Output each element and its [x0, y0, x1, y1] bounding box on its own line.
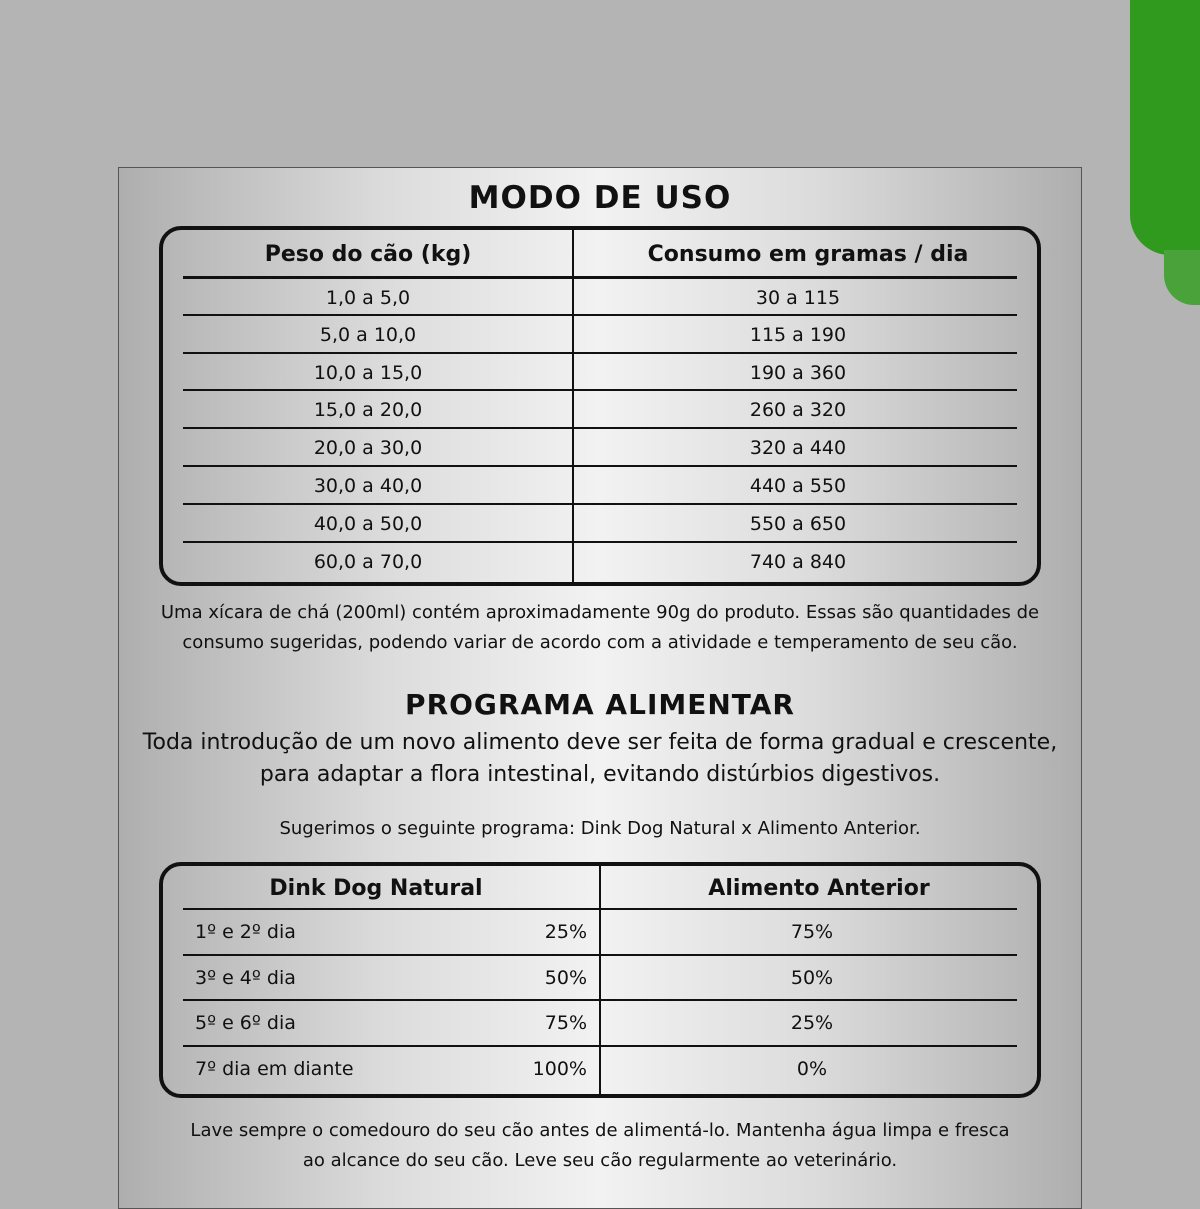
weight-cell: 20,0 a 30,0	[313, 437, 423, 460]
feeding-row	[183, 352, 1017, 392]
weight-cell: 15,0 a 20,0	[313, 399, 423, 422]
day-cell: 1º e 2º dia	[195, 921, 296, 943]
grams-cell: 115 a 190	[749, 323, 847, 346]
programa-title: PROGRAMA ALIMENTAR	[405, 688, 795, 721]
green-side-tab-lower	[1164, 250, 1200, 305]
feeding-row	[183, 465, 1017, 505]
grams-cell: 550 a 650	[749, 512, 847, 535]
header-consumption: Consumo em gramas / dia	[647, 242, 969, 267]
previous-food-percent: 0%	[796, 1057, 828, 1080]
weight-cell: 60,0 a 70,0	[313, 550, 423, 573]
program-row	[183, 1045, 1017, 1091]
previous-food-percent: 50%	[790, 966, 834, 989]
grams-cell: 30 a 115	[755, 287, 841, 309]
program-table	[159, 862, 1041, 1098]
green-side-tab	[1130, 0, 1200, 255]
feeding-row	[183, 503, 1017, 543]
grams-cell: 260 a 320	[749, 399, 847, 422]
header-weight: Peso do cão (kg)	[264, 242, 472, 267]
day-cell: 5º e 6º dia	[195, 1012, 296, 1034]
header-dink-dog: Dink Dog Natural	[269, 876, 483, 901]
modo-de-uso-title: MODO DE USO	[468, 180, 732, 216]
previous-food-percent: 75%	[790, 921, 834, 943]
weight-cell: 5,0 a 10,0	[319, 323, 417, 346]
programa-intro-line2: para adaptar a flora intestinal, evitando distúrbios digestivos.	[259, 762, 941, 787]
cup-note-line2: consumo sugeridas, podendo variar de acordo com a atividade e temperamento de seu cão.	[182, 632, 1018, 653]
grams-cell: 740 a 840	[749, 550, 847, 573]
footer-line1: Lave sempre o comedouro do seu cão antes de alimentá-lo. Mantenha água limpa e fresca	[190, 1120, 1010, 1141]
feeding-row	[183, 314, 1017, 354]
feeding-row	[183, 427, 1017, 467]
program-row	[183, 999, 1017, 1045]
weight-cell: 1,0 a 5,0	[325, 287, 411, 309]
dink-dog-percent: 25%	[544, 921, 587, 943]
programa-suggestion: Sugerimos o seguinte programa: Dink Dog Natural x Alimento Anterior.	[279, 818, 921, 839]
label-panel	[118, 167, 1082, 1209]
weight-cell: 40,0 a 50,0	[313, 512, 423, 535]
day-cell: 7º dia em diante	[195, 1057, 354, 1080]
feeding-row	[183, 389, 1017, 429]
day-cell: 3º e 4º dia	[195, 966, 296, 989]
feeding-row	[183, 541, 1017, 581]
footer-line2: ao alcance do seu cão. Leve seu cão regularmente ao veterinário.	[302, 1150, 898, 1171]
feeding-table	[159, 226, 1041, 586]
dink-dog-percent: 75%	[544, 1012, 587, 1034]
feeding-row	[183, 276, 1017, 317]
programa-intro-line1: Toda introdução de um novo alimento deve ser feita de forma gradual e crescente,	[142, 730, 1058, 755]
weight-cell: 10,0 a 15,0	[313, 361, 423, 384]
program-row	[183, 908, 1017, 954]
cup-note-line1: Uma xícara de chá (200ml) contém aproximadamente 90g do produto. Essas são quantidades de	[160, 602, 1040, 623]
weight-cell: 30,0 a 40,0	[313, 475, 423, 497]
grams-cell: 440 a 550	[749, 475, 847, 497]
header-alimento-anterior: Alimento Anterior	[708, 876, 930, 901]
dink-dog-percent: 50%	[544, 966, 587, 989]
previous-food-percent: 25%	[790, 1012, 834, 1034]
program-row	[183, 954, 1017, 1000]
grams-cell: 320 a 440	[749, 437, 847, 460]
dink-dog-percent: 100%	[532, 1057, 587, 1080]
grams-cell: 190 a 360	[749, 361, 847, 384]
